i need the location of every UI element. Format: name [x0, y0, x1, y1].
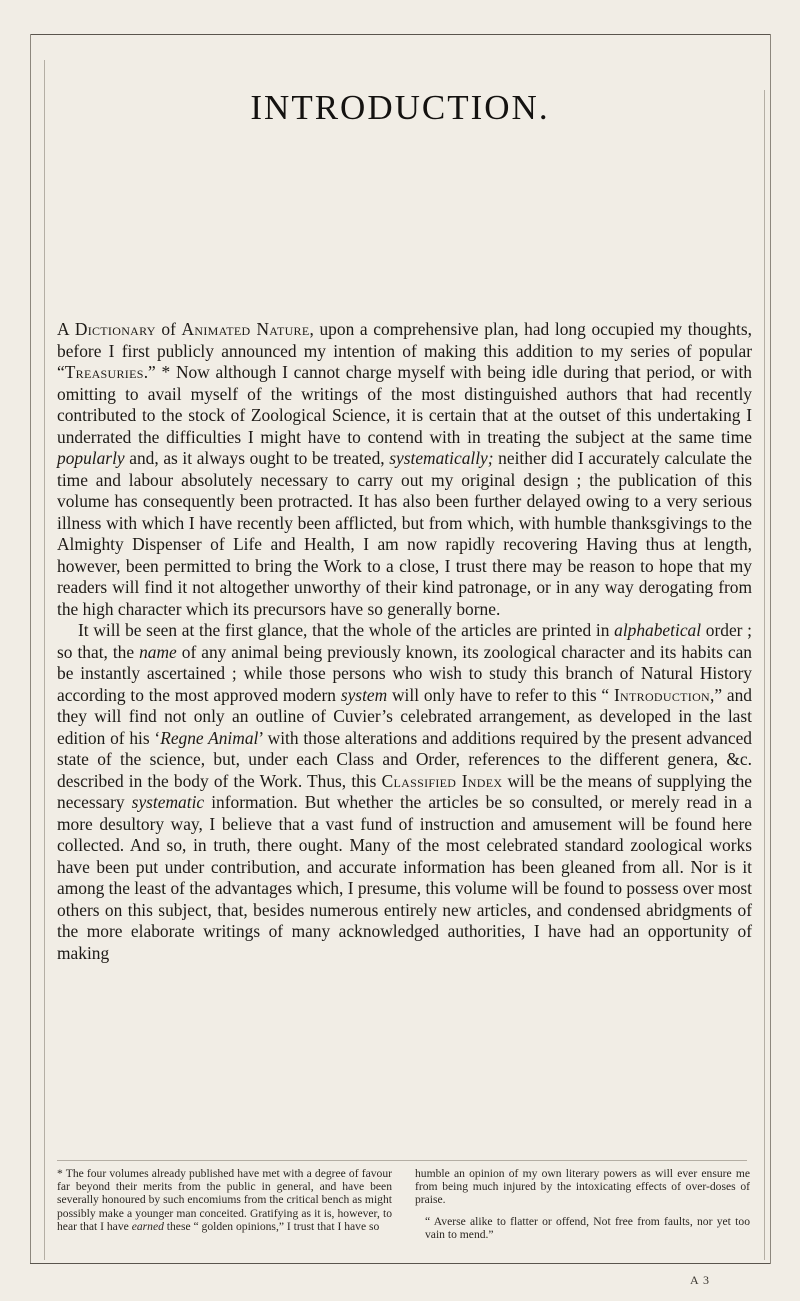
footnote-text: these “ golden opinions,” I trust that I have so: [163, 1219, 380, 1233]
opening-phrase: A Dictionary: [57, 319, 156, 339]
text-run: ,” and they will find not only an outline of Cuvier’s celebrated arrangement, as developed in the last edition of his ‘: [57, 684, 752, 748]
footnote-rule: [57, 1160, 747, 1161]
text-run: .” * Now although I cannot charge myself with being idle during that period, or with omitting to avail myself of the writings of the most distinguished authors that had recently contributed to the stock of Zoological Science, it is certain that at the outset of this undertaking I underrated the difficulties I might have to contend with in treating the subject at the same time: [57, 362, 752, 447]
text-run: Introduction: [613, 684, 711, 705]
text-run: and, as it always ought to be treated,: [124, 448, 390, 468]
text-run: Regne Animal: [160, 727, 259, 748]
signature-mark: A 3: [690, 1273, 711, 1287]
footnote-verse: “ Averse alike to flatter or offend, Not free from faults, nor yet too vain to mend.”: [425, 1214, 750, 1241]
page-frame-top: [30, 34, 770, 35]
text-run: systematically;: [389, 448, 494, 468]
page-title: INTRODUCTION.: [250, 88, 550, 127]
text-run: neither did I accurately calculate the time and labour absolutely necessary to carry out my original design ; the publication of this volume has consequently been protracted. It has also been further delayed owing to a very serious illness with which I have recently been afflicted, but from which, with humble thanksgivings to the Almighty Dispenser of Life and Health, I am now rapidly recovering Having thus at length, however, been permitted to bring the Work to a close, I trust there may be reason to hope that my readers will find it not altogether unworthy of their kind patronage, or in any way derogating from the high character which its precursors have so generally borne.: [57, 448, 752, 619]
page-frame-inner-left: [44, 60, 45, 1260]
text-run: order ; so that, the: [57, 620, 752, 662]
text-run: system: [340, 684, 388, 705]
footnote-text: humble an opinion of my own literary powers as will ever ensure me from being much injured by the intoxicating effects of over-doses of praise.: [415, 1167, 750, 1207]
paragraph-2: [57, 620, 752, 964]
footnote-right-column: [415, 1167, 750, 1241]
body-text: [57, 319, 752, 964]
text-run: name: [139, 641, 177, 662]
text-run: , upon a comprehensive plan, had long occupied my thoughts, before I first publicly announced my intention of making this addition to my series of popular “: [57, 319, 753, 382]
footnote-text-italic: earned: [131, 1219, 164, 1233]
footnote-left-column: [57, 1167, 392, 1233]
text-run: will be the means of supplying the necessary: [57, 770, 752, 812]
text-run: Classified Index: [381, 770, 503, 791]
text-run: systematic: [131, 792, 205, 812]
page-frame-left: [30, 34, 31, 1264]
footnote-text: * The four volumes already published have met with a degree of favour far beyond their merits from the public in general, and have been severally honoured by such encomiums from the critical bench as might possibly make a younger man conceited. Gratifying as it is, however, to hear that I have: [57, 1167, 392, 1233]
text-run: ’ with those alterations and additions required by the present advanced state of the science, but, under each Class and Order, references to the different genera, &c. described in the body of the Work. Thus, this: [57, 727, 752, 791]
text-run: popularly: [57, 448, 125, 468]
text-run: alphabetical: [614, 620, 702, 640]
page-frame-right: [770, 34, 771, 1264]
text-run: Treasuries: [64, 362, 144, 382]
text-run: will only have to refer to this “: [387, 684, 614, 705]
page-frame-inner-right: [764, 90, 765, 1260]
text-run: of any animal being previously known, its zoological character and its habits can be instantly ascertained ; while those persons who wish to study this branch of Natural History according to the most approved modern: [57, 641, 752, 705]
text-run: information. But whether the articles be so consulted, or merely read in a more desultory way, I believe that a vast fund of instruction and amusement will be found here collected. And so, in truth, there ought. Many of the most celebrated standard zoological works have been put under contribution, and accurate information has been gleaned from all. Nor is it among the least of the advantages which, I presume, this volume will be found to possess over most others on this subject, that, besides numerous entirely new articles, and condensed abridgments of the more elaborate writings of many acknowledged authorities, I have had an opportunity of making: [57, 792, 753, 963]
text-run: Animated Nature: [181, 319, 310, 339]
page-frame-bottom: [30, 1263, 770, 1264]
text-run: of: [155, 319, 182, 339]
text-run: It will be seen at the first glance, that the whole of the articles are printed in: [78, 620, 615, 640]
paragraph-1: [57, 319, 752, 620]
